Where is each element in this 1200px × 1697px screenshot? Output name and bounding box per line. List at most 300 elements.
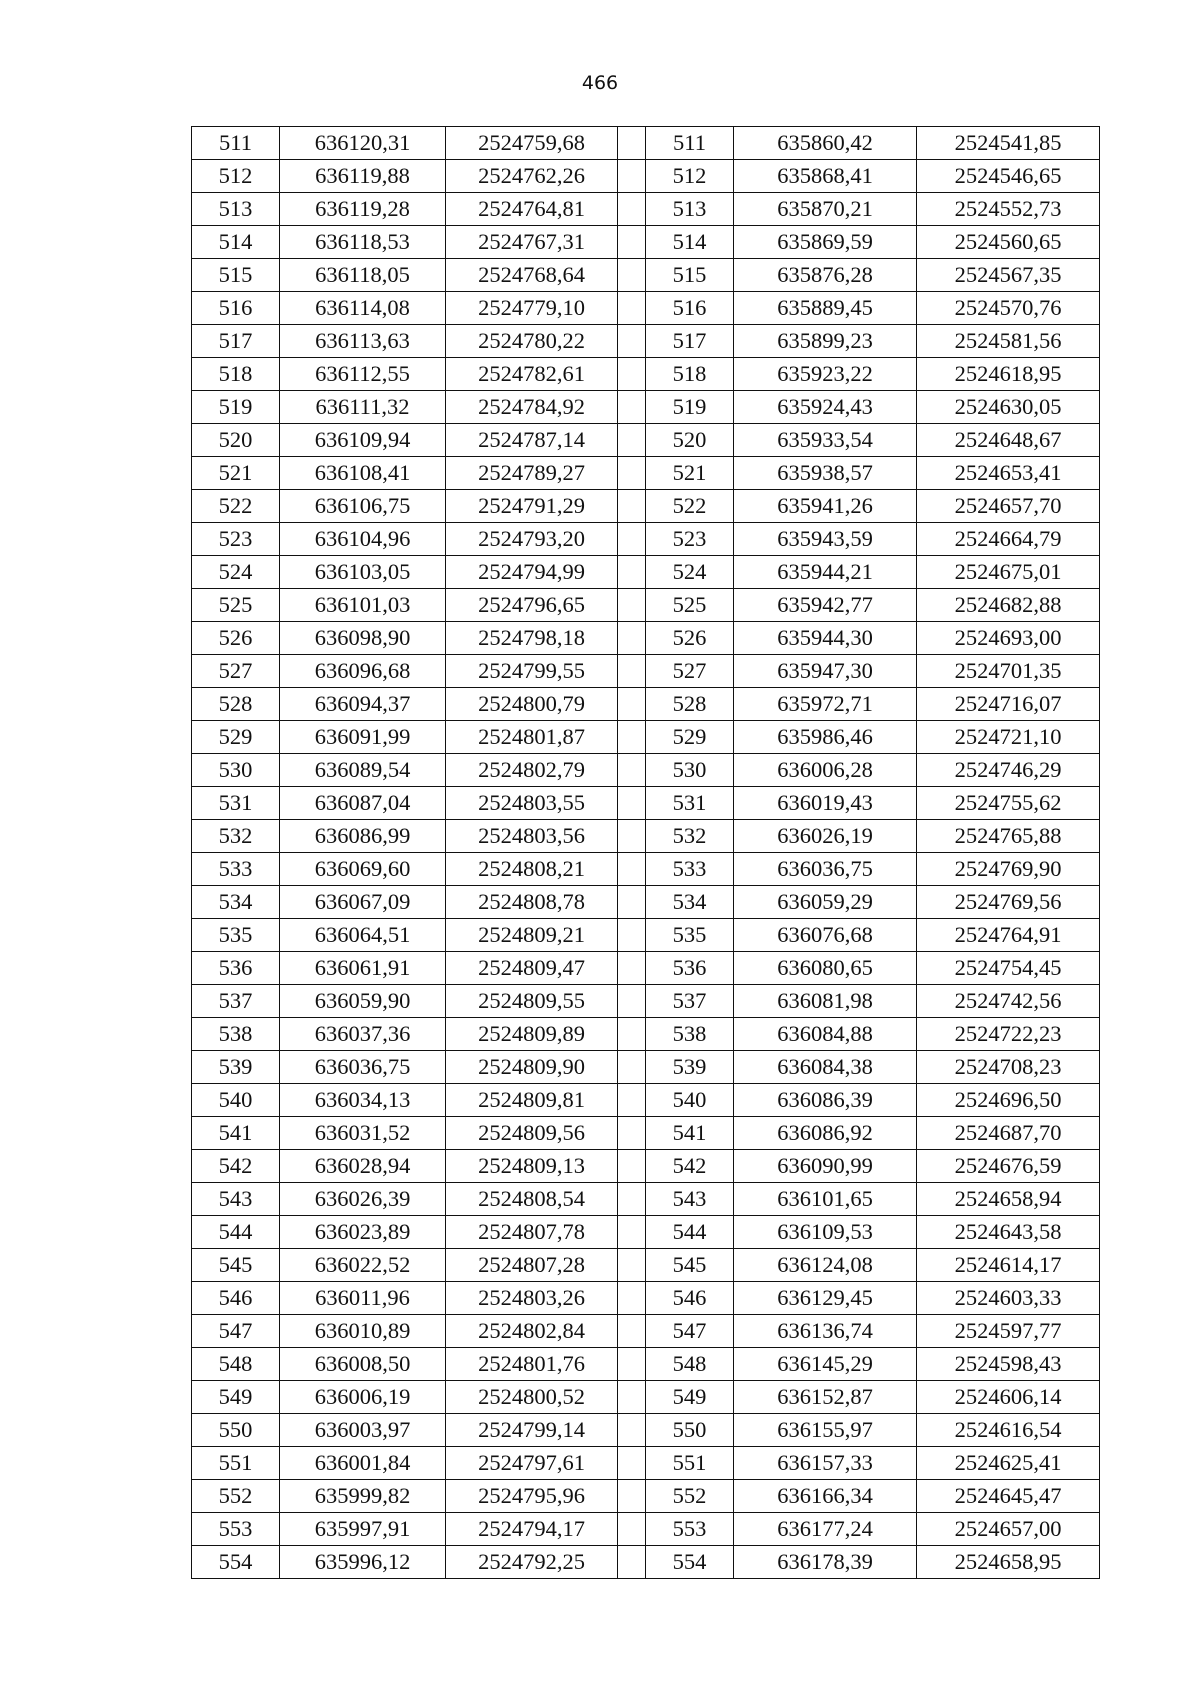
- spacer-cell: [618, 1018, 646, 1051]
- x-coordinate-right: 635942,77: [734, 589, 917, 622]
- y-coordinate-left: 2524809,81: [446, 1084, 618, 1117]
- x-coordinate-left: 636089,54: [280, 754, 446, 787]
- y-coordinate-left: 2524764,81: [446, 193, 618, 226]
- point-number-left: 523: [192, 523, 280, 556]
- table-row: [192, 589, 1100, 622]
- point-number-right: 530: [646, 754, 734, 787]
- point-number-left: 526: [192, 622, 280, 655]
- x-coordinate-left: 636101,03: [280, 589, 446, 622]
- point-number-left: 528: [192, 688, 280, 721]
- x-coordinate-left: 636003,97: [280, 1414, 446, 1447]
- point-number-left: 520: [192, 424, 280, 457]
- x-coordinate-left: 636120,31: [280, 127, 446, 160]
- point-number-right: 514: [646, 226, 734, 259]
- x-coordinate-left: 636008,50: [280, 1348, 446, 1381]
- point-number-left: 516: [192, 292, 280, 325]
- y-coordinate-left: 2524809,47: [446, 952, 618, 985]
- table-row: [192, 490, 1100, 523]
- y-coordinate-right: 2524716,07: [917, 688, 1100, 721]
- point-number-right: 535: [646, 919, 734, 952]
- x-coordinate-right: 636090,99: [734, 1150, 917, 1183]
- spacer-cell: [618, 688, 646, 721]
- y-coordinate-right: 2524552,73: [917, 193, 1100, 226]
- x-coordinate-left: 636112,55: [280, 358, 446, 391]
- point-number-left: 554: [192, 1546, 280, 1579]
- x-coordinate-left: 635997,91: [280, 1513, 446, 1546]
- x-coordinate-left: 636061,91: [280, 952, 446, 985]
- point-number-left: 538: [192, 1018, 280, 1051]
- point-number-left: 513: [192, 193, 280, 226]
- y-coordinate-left: 2524780,22: [446, 325, 618, 358]
- table-row: [192, 193, 1100, 226]
- table-row: [192, 1117, 1100, 1150]
- x-coordinate-left: 636059,90: [280, 985, 446, 1018]
- point-number-left: 522: [192, 490, 280, 523]
- point-number-left: 518: [192, 358, 280, 391]
- spacer-cell: [618, 1084, 646, 1117]
- point-number-right: 540: [646, 1084, 734, 1117]
- spacer-cell: [618, 622, 646, 655]
- y-coordinate-left: 2524762,26: [446, 160, 618, 193]
- x-coordinate-right: 636086,39: [734, 1084, 917, 1117]
- point-number-right: 533: [646, 853, 734, 886]
- y-coordinate-right: 2524722,23: [917, 1018, 1100, 1051]
- x-coordinate-right: 635941,26: [734, 490, 917, 523]
- point-number-left: 512: [192, 160, 280, 193]
- table-row: [192, 1414, 1100, 1447]
- x-coordinate-left: 636011,96: [280, 1282, 446, 1315]
- spacer-cell: [618, 358, 646, 391]
- table-row: [192, 226, 1100, 259]
- y-coordinate-right: 2524755,62: [917, 787, 1100, 820]
- table-row: [192, 1084, 1100, 1117]
- table-row: [192, 1447, 1100, 1480]
- point-number-left: 535: [192, 919, 280, 952]
- y-coordinate-left: 2524802,79: [446, 754, 618, 787]
- point-number-left: 546: [192, 1282, 280, 1315]
- y-coordinate-left: 2524798,18: [446, 622, 618, 655]
- x-coordinate-right: 635933,54: [734, 424, 917, 457]
- table-row: [192, 787, 1100, 820]
- spacer-cell: [618, 721, 646, 754]
- y-coordinate-right: 2524630,05: [917, 391, 1100, 424]
- point-number-left: 551: [192, 1447, 280, 1480]
- x-coordinate-left: 636064,51: [280, 919, 446, 952]
- spacer-cell: [618, 457, 646, 490]
- y-coordinate-right: 2524657,70: [917, 490, 1100, 523]
- point-number-left: 539: [192, 1051, 280, 1084]
- spacer-cell: [618, 754, 646, 787]
- y-coordinate-left: 2524800,52: [446, 1381, 618, 1414]
- point-number-left: 532: [192, 820, 280, 853]
- y-coordinate-left: 2524808,54: [446, 1183, 618, 1216]
- y-coordinate-left: 2524795,96: [446, 1480, 618, 1513]
- y-coordinate-right: 2524701,35: [917, 655, 1100, 688]
- point-number-right: 519: [646, 391, 734, 424]
- x-coordinate-right: 636086,92: [734, 1117, 917, 1150]
- x-coordinate-right: 636129,45: [734, 1282, 917, 1315]
- spacer-cell: [618, 820, 646, 853]
- point-number-right: 554: [646, 1546, 734, 1579]
- x-coordinate-right: 636177,24: [734, 1513, 917, 1546]
- table-row: [192, 358, 1100, 391]
- point-number-left: 515: [192, 259, 280, 292]
- x-coordinate-right: 636124,08: [734, 1249, 917, 1282]
- point-number-right: 512: [646, 160, 734, 193]
- x-coordinate-right: 635947,30: [734, 655, 917, 688]
- spacer-cell: [618, 853, 646, 886]
- y-coordinate-right: 2524764,91: [917, 919, 1100, 952]
- point-number-right: 541: [646, 1117, 734, 1150]
- y-coordinate-left: 2524794,99: [446, 556, 618, 589]
- x-coordinate-left: 636037,36: [280, 1018, 446, 1051]
- x-coordinate-right: 636145,29: [734, 1348, 917, 1381]
- y-coordinate-left: 2524796,65: [446, 589, 618, 622]
- x-coordinate-left: 636098,90: [280, 622, 446, 655]
- table-row: [192, 952, 1100, 985]
- point-number-left: 517: [192, 325, 280, 358]
- table-row: [192, 1183, 1100, 1216]
- y-coordinate-right: 2524653,41: [917, 457, 1100, 490]
- table-row: [192, 457, 1100, 490]
- x-coordinate-left: 636118,05: [280, 259, 446, 292]
- point-number-right: 539: [646, 1051, 734, 1084]
- y-coordinate-left: 2524807,78: [446, 1216, 618, 1249]
- spacer-cell: [618, 919, 646, 952]
- x-coordinate-right: 636081,98: [734, 985, 917, 1018]
- y-coordinate-left: 2524793,20: [446, 523, 618, 556]
- x-coordinate-left: 636001,84: [280, 1447, 446, 1480]
- y-coordinate-right: 2524765,88: [917, 820, 1100, 853]
- y-coordinate-left: 2524809,55: [446, 985, 618, 1018]
- table-row: [192, 160, 1100, 193]
- y-coordinate-left: 2524799,55: [446, 655, 618, 688]
- x-coordinate-right: 635876,28: [734, 259, 917, 292]
- y-coordinate-left: 2524809,56: [446, 1117, 618, 1150]
- point-number-right: 522: [646, 490, 734, 523]
- spacer-cell: [618, 259, 646, 292]
- point-number-right: 549: [646, 1381, 734, 1414]
- x-coordinate-left: 636096,68: [280, 655, 446, 688]
- point-number-left: 514: [192, 226, 280, 259]
- point-number-left: 529: [192, 721, 280, 754]
- y-coordinate-right: 2524682,88: [917, 589, 1100, 622]
- table-row: [192, 523, 1100, 556]
- table-row: [192, 721, 1100, 754]
- spacer-cell: [618, 523, 646, 556]
- point-number-left: 531: [192, 787, 280, 820]
- y-coordinate-right: 2524546,65: [917, 160, 1100, 193]
- point-number-left: 511: [192, 127, 280, 160]
- x-coordinate-left: 636023,89: [280, 1216, 446, 1249]
- point-number-left: 524: [192, 556, 280, 589]
- x-coordinate-right: 635869,59: [734, 226, 917, 259]
- y-coordinate-left: 2524784,92: [446, 391, 618, 424]
- x-coordinate-left: 636036,75: [280, 1051, 446, 1084]
- point-number-left: 553: [192, 1513, 280, 1546]
- x-coordinate-right: 636101,65: [734, 1183, 917, 1216]
- x-coordinate-right: 635938,57: [734, 457, 917, 490]
- table-row: [192, 325, 1100, 358]
- y-coordinate-left: 2524809,13: [446, 1150, 618, 1183]
- x-coordinate-left: 636069,60: [280, 853, 446, 886]
- spacer-cell: [618, 1480, 646, 1513]
- point-number-right: 547: [646, 1315, 734, 1348]
- y-coordinate-right: 2524687,70: [917, 1117, 1100, 1150]
- spacer-cell: [618, 127, 646, 160]
- table-row: [192, 292, 1100, 325]
- point-number-right: 536: [646, 952, 734, 985]
- x-coordinate-left: 636113,63: [280, 325, 446, 358]
- table-row: [192, 1348, 1100, 1381]
- spacer-cell: [618, 1249, 646, 1282]
- y-coordinate-left: 2524809,21: [446, 919, 618, 952]
- point-number-left: 537: [192, 985, 280, 1018]
- table-row: [192, 1018, 1100, 1051]
- point-number-right: 526: [646, 622, 734, 655]
- x-coordinate-right: 636136,74: [734, 1315, 917, 1348]
- table-row: [192, 1315, 1100, 1348]
- y-coordinate-left: 2524801,76: [446, 1348, 618, 1381]
- table-row: [192, 1546, 1100, 1579]
- y-coordinate-right: 2524643,58: [917, 1216, 1100, 1249]
- y-coordinate-right: 2524708,23: [917, 1051, 1100, 1084]
- x-coordinate-left: 636022,52: [280, 1249, 446, 1282]
- x-coordinate-left: 636118,53: [280, 226, 446, 259]
- point-number-left: 519: [192, 391, 280, 424]
- x-coordinate-left: 636028,94: [280, 1150, 446, 1183]
- x-coordinate-left: 636114,08: [280, 292, 446, 325]
- x-coordinate-left: 636106,75: [280, 490, 446, 523]
- x-coordinate-left: 636104,96: [280, 523, 446, 556]
- y-coordinate-right: 2524769,56: [917, 886, 1100, 919]
- point-number-right: 537: [646, 985, 734, 1018]
- y-coordinate-right: 2524675,01: [917, 556, 1100, 589]
- point-number-right: 528: [646, 688, 734, 721]
- spacer-cell: [618, 1348, 646, 1381]
- point-number-left: 549: [192, 1381, 280, 1414]
- y-coordinate-right: 2524614,17: [917, 1249, 1100, 1282]
- y-coordinate-right: 2524541,85: [917, 127, 1100, 160]
- point-number-right: 515: [646, 259, 734, 292]
- spacer-cell: [618, 952, 646, 985]
- spacer-cell: [618, 160, 646, 193]
- x-coordinate-left: 635999,82: [280, 1480, 446, 1513]
- y-coordinate-left: 2524803,56: [446, 820, 618, 853]
- y-coordinate-right: 2524570,76: [917, 292, 1100, 325]
- point-number-right: 525: [646, 589, 734, 622]
- point-number-left: 543: [192, 1183, 280, 1216]
- spacer-cell: [618, 226, 646, 259]
- point-number-right: 520: [646, 424, 734, 457]
- point-number-right: 553: [646, 1513, 734, 1546]
- point-number-left: 552: [192, 1480, 280, 1513]
- spacer-cell: [618, 1183, 646, 1216]
- point-number-right: 546: [646, 1282, 734, 1315]
- y-coordinate-left: 2524799,14: [446, 1414, 618, 1447]
- x-coordinate-left: 636034,13: [280, 1084, 446, 1117]
- y-coordinate-left: 2524779,10: [446, 292, 618, 325]
- y-coordinate-left: 2524809,89: [446, 1018, 618, 1051]
- y-coordinate-right: 2524581,56: [917, 325, 1100, 358]
- point-number-right: 513: [646, 193, 734, 226]
- spacer-cell: [618, 292, 646, 325]
- x-coordinate-right: 635899,23: [734, 325, 917, 358]
- y-coordinate-right: 2524693,00: [917, 622, 1100, 655]
- y-coordinate-right: 2524560,65: [917, 226, 1100, 259]
- y-coordinate-right: 2524754,45: [917, 952, 1100, 985]
- point-number-left: 521: [192, 457, 280, 490]
- spacer-cell: [618, 1216, 646, 1249]
- x-coordinate-left: 636026,39: [280, 1183, 446, 1216]
- point-number-right: 551: [646, 1447, 734, 1480]
- y-coordinate-right: 2524721,10: [917, 721, 1100, 754]
- table-row: [192, 886, 1100, 919]
- x-coordinate-right: 635923,22: [734, 358, 917, 391]
- table-row: [192, 1249, 1100, 1282]
- y-coordinate-right: 2524618,95: [917, 358, 1100, 391]
- y-coordinate-left: 2524807,28: [446, 1249, 618, 1282]
- spacer-cell: [618, 655, 646, 688]
- point-number-right: 542: [646, 1150, 734, 1183]
- y-coordinate-left: 2524768,64: [446, 259, 618, 292]
- point-number-left: 541: [192, 1117, 280, 1150]
- x-coordinate-left: 636108,41: [280, 457, 446, 490]
- table-row: [192, 754, 1100, 787]
- y-coordinate-right: 2524606,14: [917, 1381, 1100, 1414]
- spacer-cell: [618, 1150, 646, 1183]
- y-coordinate-right: 2524658,94: [917, 1183, 1100, 1216]
- x-coordinate-right: 636084,88: [734, 1018, 917, 1051]
- x-coordinate-right: 635870,21: [734, 193, 917, 226]
- point-number-left: 547: [192, 1315, 280, 1348]
- table-row: [192, 1480, 1100, 1513]
- point-number-left: 536: [192, 952, 280, 985]
- y-coordinate-right: 2524676,59: [917, 1150, 1100, 1183]
- y-coordinate-right: 2524657,00: [917, 1513, 1100, 1546]
- x-coordinate-right: 635972,71: [734, 688, 917, 721]
- point-number-left: 525: [192, 589, 280, 622]
- y-coordinate-right: 2524664,79: [917, 523, 1100, 556]
- x-coordinate-left: 636031,52: [280, 1117, 446, 1150]
- table-row: [192, 919, 1100, 952]
- point-number-right: 516: [646, 292, 734, 325]
- point-number-right: 521: [646, 457, 734, 490]
- point-number-left: 548: [192, 1348, 280, 1381]
- table-row: [192, 622, 1100, 655]
- y-coordinate-left: 2524789,27: [446, 457, 618, 490]
- point-number-left: 545: [192, 1249, 280, 1282]
- y-coordinate-left: 2524782,61: [446, 358, 618, 391]
- table-row: [192, 1051, 1100, 1084]
- y-coordinate-left: 2524759,68: [446, 127, 618, 160]
- spacer-cell: [618, 985, 646, 1018]
- spacer-cell: [618, 490, 646, 523]
- point-number-right: 534: [646, 886, 734, 919]
- y-coordinate-left: 2524800,79: [446, 688, 618, 721]
- table-row: [192, 853, 1100, 886]
- point-number-right: 548: [646, 1348, 734, 1381]
- x-coordinate-right: 635860,42: [734, 127, 917, 160]
- y-coordinate-left: 2524803,26: [446, 1282, 618, 1315]
- x-coordinate-right: 635944,21: [734, 556, 917, 589]
- x-coordinate-left: 636006,19: [280, 1381, 446, 1414]
- point-number-right: 523: [646, 523, 734, 556]
- spacer-cell: [618, 787, 646, 820]
- point-number-left: 540: [192, 1084, 280, 1117]
- point-number-left: 527: [192, 655, 280, 688]
- x-coordinate-right: 636166,34: [734, 1480, 917, 1513]
- table-row: [192, 1150, 1100, 1183]
- table-row: [192, 1282, 1100, 1315]
- point-number-left: 530: [192, 754, 280, 787]
- spacer-cell: [618, 1546, 646, 1579]
- point-number-right: 524: [646, 556, 734, 589]
- spacer-cell: [618, 325, 646, 358]
- table-row: [192, 1216, 1100, 1249]
- point-number-right: 532: [646, 820, 734, 853]
- coordinates-table-body: [192, 127, 1100, 1579]
- point-number-left: 534: [192, 886, 280, 919]
- x-coordinate-right: 635944,30: [734, 622, 917, 655]
- y-coordinate-left: 2524787,14: [446, 424, 618, 457]
- y-coordinate-right: 2524597,77: [917, 1315, 1100, 1348]
- x-coordinate-right: 636178,39: [734, 1546, 917, 1579]
- x-coordinate-right: 635986,46: [734, 721, 917, 754]
- spacer-cell: [618, 1315, 646, 1348]
- point-number-right: 529: [646, 721, 734, 754]
- point-number-left: 544: [192, 1216, 280, 1249]
- y-coordinate-right: 2524645,47: [917, 1480, 1100, 1513]
- y-coordinate-right: 2524603,33: [917, 1282, 1100, 1315]
- y-coordinate-right: 2524648,67: [917, 424, 1100, 457]
- point-number-right: 538: [646, 1018, 734, 1051]
- y-coordinate-right: 2524625,41: [917, 1447, 1100, 1480]
- x-coordinate-left: 636094,37: [280, 688, 446, 721]
- x-coordinate-right: 636157,33: [734, 1447, 917, 1480]
- point-number-right: 518: [646, 358, 734, 391]
- table-row: [192, 688, 1100, 721]
- x-coordinate-right: 636080,65: [734, 952, 917, 985]
- y-coordinate-left: 2524797,61: [446, 1447, 618, 1480]
- spacer-cell: [618, 1513, 646, 1546]
- y-coordinate-left: 2524808,21: [446, 853, 618, 886]
- y-coordinate-right: 2524696,50: [917, 1084, 1100, 1117]
- point-number-right: 527: [646, 655, 734, 688]
- point-number-right: 550: [646, 1414, 734, 1447]
- table-row: [192, 424, 1100, 457]
- x-coordinate-left: 636119,28: [280, 193, 446, 226]
- spacer-cell: [618, 391, 646, 424]
- table-row: [192, 127, 1100, 160]
- spacer-cell: [618, 1282, 646, 1315]
- point-number-right: 517: [646, 325, 734, 358]
- point-number-right: 511: [646, 127, 734, 160]
- table-row: [192, 820, 1100, 853]
- x-coordinate-right: 636006,28: [734, 754, 917, 787]
- y-coordinate-left: 2524801,87: [446, 721, 618, 754]
- y-coordinate-right: 2524746,29: [917, 754, 1100, 787]
- y-coordinate-left: 2524802,84: [446, 1315, 618, 1348]
- y-coordinate-left: 2524808,78: [446, 886, 618, 919]
- point-number-right: 552: [646, 1480, 734, 1513]
- point-number-right: 544: [646, 1216, 734, 1249]
- y-coordinate-left: 2524767,31: [446, 226, 618, 259]
- x-coordinate-right: 635943,59: [734, 523, 917, 556]
- point-number-right: 545: [646, 1249, 734, 1282]
- y-coordinate-right: 2524742,56: [917, 985, 1100, 1018]
- x-coordinate-right: 636084,38: [734, 1051, 917, 1084]
